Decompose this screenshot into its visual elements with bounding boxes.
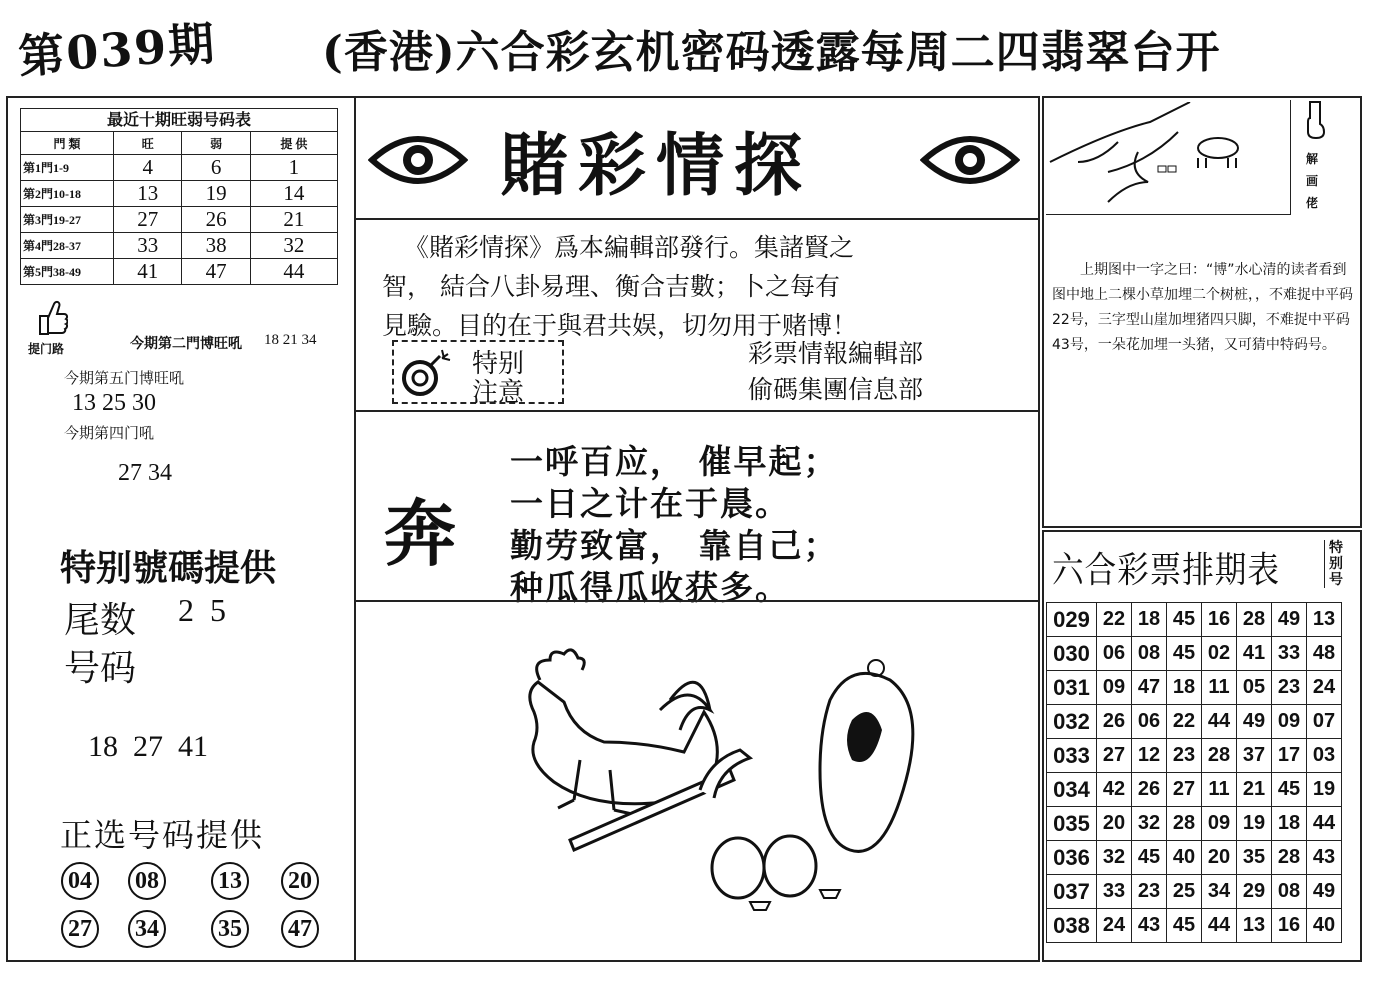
rooster-illustration: [500, 640, 940, 940]
number-cell: 17: [1272, 739, 1307, 773]
number-cell: 33: [1097, 875, 1132, 909]
number-cell: 45: [1167, 909, 1202, 943]
gate4-label: 今期第四门吼: [64, 426, 155, 442]
number-cell: 49: [1307, 875, 1342, 909]
number-label: 号码: [64, 648, 137, 689]
number-cell: 18: [1167, 671, 1202, 705]
number-cell: 16: [1202, 603, 1237, 637]
number-cell: 47: [1132, 671, 1167, 705]
eye-icon: [368, 132, 468, 188]
number-cell: 05: [1237, 671, 1272, 705]
pick-number: 20: [281, 862, 319, 900]
hot-cell: 27: [114, 207, 182, 233]
table-row: [21, 233, 338, 259]
number-cell: 45: [1167, 637, 1202, 671]
pick-number: 27: [61, 910, 99, 948]
riddle-sketch: [1048, 102, 1288, 212]
number-cell: 23: [1167, 739, 1202, 773]
issue-number: 第039期: [16, 16, 218, 84]
issue-cell: 036: [1047, 841, 1097, 875]
number-cell: 28: [1202, 739, 1237, 773]
weak-cell: 6: [182, 155, 250, 181]
table-row: [21, 259, 338, 285]
poem-line: 一日之计在于晨。: [510, 484, 790, 523]
hot-cell: 4: [114, 155, 182, 181]
number-cell: 28: [1237, 603, 1272, 637]
history-table-title: 最近十期旺弱号码表: [20, 108, 338, 132]
number-cell: 34: [1202, 875, 1237, 909]
intro-line: 見驗。目的在于與君共娱，切勿用于赌博！: [382, 311, 858, 340]
number-cell: 18: [1132, 603, 1167, 637]
number-cell: 24: [1307, 671, 1342, 705]
tip-label: 提门路: [28, 342, 65, 356]
row-label: 第1門1-9: [21, 155, 114, 181]
number-cell: 12: [1132, 739, 1167, 773]
pointing-hand-icon: [1304, 100, 1328, 140]
table-row: [1047, 875, 1342, 909]
tip-cell: 21: [250, 207, 337, 233]
gate4-numbers: 27 34: [118, 460, 172, 486]
number-cell: 44: [1202, 705, 1237, 739]
tail-label: 尾数: [64, 600, 137, 641]
number-cell: 13: [1237, 909, 1272, 943]
intro-line: 智， 結合八卦易理、衡合吉數；卜之每有: [382, 272, 840, 301]
row-label: 第5門38-49: [21, 259, 114, 285]
schedule-table: [1046, 602, 1342, 943]
riddle-glyph: 奔: [384, 491, 457, 576]
pick-number: 47: [281, 910, 319, 948]
table-row: [1047, 739, 1342, 773]
number-cell: 06: [1132, 705, 1167, 739]
pick-number: 13: [211, 862, 249, 900]
issue-cell: 032: [1047, 705, 1097, 739]
table-row: [1047, 773, 1342, 807]
pick-number: 35: [211, 910, 249, 948]
weak-cell: 38: [182, 233, 250, 259]
table-row: [21, 155, 338, 181]
number-cell: 11: [1202, 671, 1237, 705]
table-row: [1047, 705, 1342, 739]
number-cell: 08: [1272, 875, 1307, 909]
issue-cell: 029: [1047, 603, 1097, 637]
bomb-icon: [400, 348, 454, 398]
number-cell: 42: [1097, 773, 1132, 807]
number-cell: 29: [1237, 875, 1272, 909]
number-cell: 49: [1272, 603, 1307, 637]
number-cell: 21: [1237, 773, 1272, 807]
tip-cell: 44: [250, 259, 337, 285]
number-cell: 35: [1237, 841, 1272, 875]
number-cell: 22: [1097, 603, 1132, 637]
riddle-side-label: 解画佬: [1306, 152, 1319, 210]
number-cell: 09: [1272, 705, 1307, 739]
number-cell: 13: [1307, 603, 1342, 637]
number-cell: 02: [1202, 637, 1237, 671]
issue-cell: 034: [1047, 773, 1097, 807]
number-cell: 45: [1167, 603, 1202, 637]
table-row: [21, 207, 338, 233]
schedule-title: 六合彩票排期表: [1052, 550, 1280, 591]
intro-line: 《賭彩情探》爲本編輯部發行。集諸賢之: [404, 233, 855, 262]
department-name: 彩票情報編輯部: [748, 339, 924, 368]
divider: [356, 600, 1040, 602]
number-cell: 11: [1202, 773, 1237, 807]
number-cell: 40: [1167, 841, 1202, 875]
table-row: [1047, 603, 1342, 637]
issue-cell: 033: [1047, 739, 1097, 773]
thumbs-up-icon: [34, 298, 68, 338]
divider: [356, 218, 1040, 220]
notice-line: 特别: [472, 349, 525, 379]
hot-cell: 13: [114, 181, 182, 207]
tip-cell: 32: [250, 233, 337, 259]
table-row: [1047, 671, 1342, 705]
number-cell: 06: [1097, 637, 1132, 671]
number-cell: 23: [1132, 875, 1167, 909]
riddle-text: 上期图中一字之曰：“博”水心清的读者看到图中地上二棵小草加埋二个树桩，，不难捉中平码22号，三字型山崖加埋猪四只脚，不难捉中平码43号，一朵花加埋一头猪，又可猜中特码号。: [1052, 262, 1353, 353]
table-header-row: [21, 132, 338, 155]
hot-cell: 41: [114, 259, 182, 285]
gate2-numbers: 18 21 34: [264, 332, 317, 348]
issue-cell: 035: [1047, 807, 1097, 841]
table-row: [21, 181, 338, 207]
weak-cell: 19: [182, 181, 250, 207]
row-label: 第4門28-37: [21, 233, 114, 259]
gate5-numbers: 13 25 30: [72, 390, 156, 416]
history-table: [20, 131, 338, 285]
issue-cell: 037: [1047, 875, 1097, 909]
number-cell: 19: [1237, 807, 1272, 841]
table-row: [1047, 807, 1342, 841]
poem-line: 种瓜得瓜收获多。: [510, 568, 790, 607]
number-cell: 27: [1167, 773, 1202, 807]
number-cell: 45: [1272, 773, 1307, 807]
table-row: [1047, 909, 1342, 943]
number-cell: 08: [1132, 637, 1167, 671]
pick-number: 08: [128, 862, 166, 900]
gate2-label: 今期第二門博旺吼: [130, 337, 242, 352]
table-row: [1047, 841, 1342, 875]
center-title: 賭彩情探: [500, 126, 813, 206]
pick-number: 34: [128, 910, 166, 948]
weak-cell: 47: [182, 259, 250, 285]
number-cell: 33: [1272, 637, 1307, 671]
number-cell: 23: [1272, 671, 1307, 705]
hot-cell: 33: [114, 233, 182, 259]
column-header: 旺: [114, 132, 182, 155]
poem-line: 勤劳致富， 靠自己；: [510, 526, 839, 565]
number-cell: 44: [1202, 909, 1237, 943]
special-numbers: 18 27 41: [88, 730, 208, 763]
page-title: (香港)六合彩玄机密码透露每周二四翡翠台开: [322, 27, 1221, 78]
number-cell: 45: [1132, 841, 1167, 875]
gate5-label: 今期第五门博旺吼: [64, 371, 185, 387]
number-cell: 26: [1097, 705, 1132, 739]
picks-title: 正选号码提供: [60, 816, 265, 854]
issue-cell: 038: [1047, 909, 1097, 943]
number-cell: 49: [1237, 705, 1272, 739]
number-cell: 03: [1307, 739, 1342, 773]
number-cell: 24: [1097, 909, 1132, 943]
number-cell: 09: [1097, 671, 1132, 705]
notice-line: 注意: [472, 378, 525, 408]
number-cell: 18: [1272, 807, 1307, 841]
number-cell: 20: [1202, 841, 1237, 875]
schedule-special-label: 特别号: [1324, 540, 1353, 588]
number-cell: 40: [1307, 909, 1342, 943]
row-label: 第2門10-18: [21, 181, 114, 207]
number-cell: 41: [1237, 637, 1272, 671]
number-cell: 26: [1132, 773, 1167, 807]
number-cell: 48: [1307, 637, 1342, 671]
department-name: 偷碼集團信息部: [748, 375, 924, 404]
number-cell: 20: [1097, 807, 1132, 841]
number-cell: 44: [1307, 807, 1342, 841]
tail-values: 2 5: [178, 592, 226, 628]
issue-cell: 030: [1047, 637, 1097, 671]
poem-line: 一呼百应， 催早起；: [510, 442, 839, 481]
tip-cell: 1: [250, 155, 337, 181]
number-cell: 07: [1307, 705, 1342, 739]
number-cell: 32: [1132, 807, 1167, 841]
number-cell: 28: [1167, 807, 1202, 841]
column-header: 弱: [182, 132, 250, 155]
number-cell: 37: [1237, 739, 1272, 773]
number-cell: 22: [1167, 705, 1202, 739]
tip-cell: 14: [250, 181, 337, 207]
divider: [356, 410, 1040, 412]
column-header: 門 類: [21, 132, 114, 155]
number-cell: 28: [1272, 841, 1307, 875]
issue-cell: 031: [1047, 671, 1097, 705]
special-title: 特别號碼提供: [60, 548, 277, 589]
number-cell: 27: [1097, 739, 1132, 773]
number-cell: 16: [1272, 909, 1307, 943]
eye-icon: [920, 132, 1020, 188]
number-cell: 32: [1097, 841, 1132, 875]
row-label: 第3門19-27: [21, 207, 114, 233]
number-cell: 19: [1307, 773, 1342, 807]
number-cell: 43: [1307, 841, 1342, 875]
table-row: [1047, 637, 1342, 671]
pick-number: 04: [61, 862, 99, 900]
column-header: 提 供: [250, 132, 337, 155]
number-cell: 09: [1202, 807, 1237, 841]
weak-cell: 26: [182, 207, 250, 233]
intro-text: [382, 228, 1032, 345]
number-cell: 25: [1167, 875, 1202, 909]
number-cell: 43: [1132, 909, 1167, 943]
